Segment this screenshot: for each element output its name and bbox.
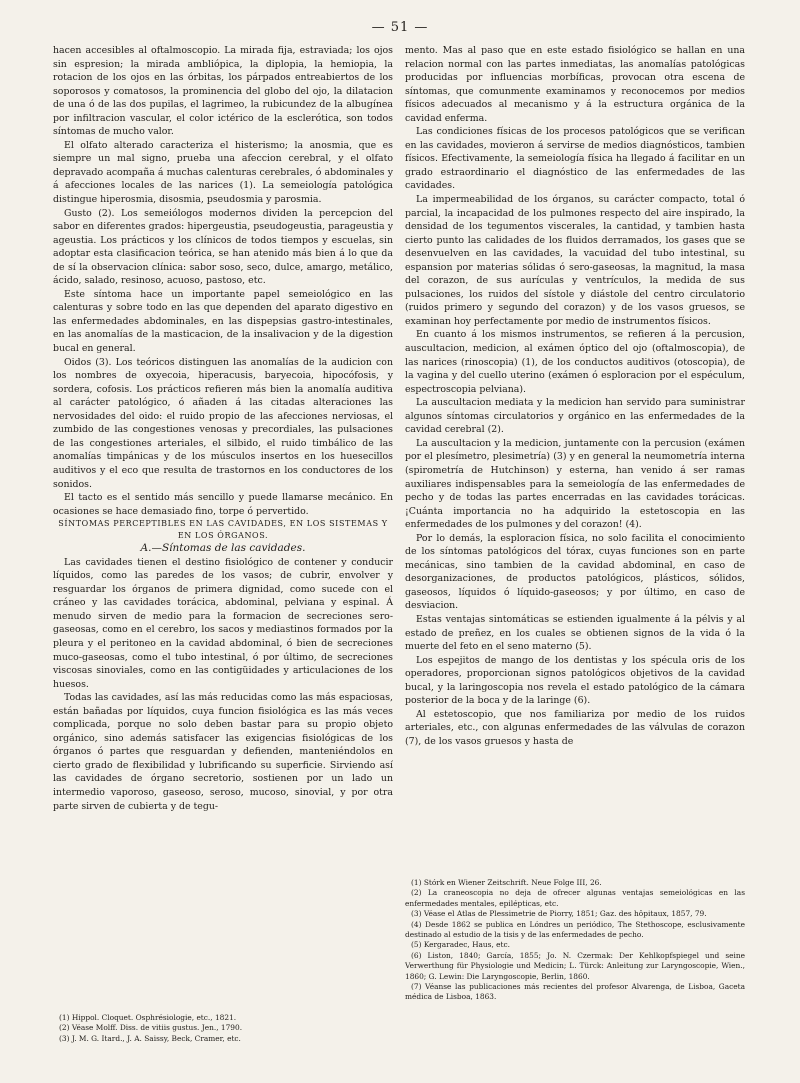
paragraph: El olfato alterado caracteriza el histerismo; la anosmia, que es siempre un mal signo, prueba una afeccion cerebral, y el olfato depravado acompaña á muchas calenturas cerebrales, ó abdominales y á afecciones locales de las narices (1). La semeiología patológica distingue hiperosmia, disosmia, pseudosmia y parosmia. [53, 139, 393, 206]
left-footnotes [53, 1013, 393, 1044]
paragraph: Este síntoma hace un importante papel semeiológico en las calenturas y sobre todo en las que dependen del aparato digestivo en las enfermedades abdominales, en las dispepsias gastro-intestinales, en las anomalías de la masticacion, de la insalivacion y de la digestion bucal en general. [53, 288, 393, 355]
footnote: (3) J. M. G. Itard., J. A. Saissy, Beck, Cramer, etc. [59, 1033, 241, 1043]
paragraph: Estas ventajas sintomáticas se estienden igualmente á la pélvis y al estado de preñez, en los cuales se obtienen signos de la vida ó la muerte del feto en el seno materno (5). [405, 613, 745, 653]
footnote: (4) Desde 1862 se publica en Lóndres un periódico, The Stethoscope, esclusivamente destinado al estudio de la tisis y de las enfermedades de pecho. [405, 919, 745, 940]
paragraph: Las condiciones físicas de los procesos patológicos que se verifican en las cavidades, movieron á servirse de medios diagnósticos, tambien físicos. Efectivamente, la semeiología física ha llegado á facilitar en un grado estraordinario el diagnóstico de las enfermedades de las cavidades. [405, 126, 745, 192]
paragraph: Las cavidades tienen el destino fisiológico de contener y conducir líquidos, como las paredes de los vasos; de cubrir, envolver y resguardar los órganos de primera dignidad, como sucede con el cráneo y las cavidades torácica, abdominal, pelviana y espinal. Á menudo sirven de medio para la formacion de secreciones sero-gaseosas, como en el cerebro, los sacos y mediastinos formados por la pleura y el peritoneo en la cavidad abdominal, ó bien de secreciones muco-gaseosas, como el tubo intestinal, ó por último, de secreciones viscosas sinoviales, como en las contigüidades y articulaciones de los huesos. [53, 556, 393, 690]
paragraph: El tacto es el sentido más sencillo y puede llamarse mecánico. En ocasiones se hace demasiado fino, torpe ó pervertido. [53, 492, 393, 517]
footnote: (1) Stórk en Wiener Zeitschrift. Neue Folge III, 26. [411, 878, 602, 887]
paragraph: hacen accesibles al oftalmoscopio. La mirada fija, estraviada; los ojos sin espresion; la mirada ambliópica, la diplopia, la hemiopia, la rotacion de los ojos en las órbitas, los párpados entreabiertos de los soporosos y comatosos, la prominencia del globo del ojo, la dilatacion de una ó de las dos pupilas, el lagrimeo, la rubicundez de la albugínea por infiltracion vascular, el color ictérico de la esclerótica, son todos síntomas de mucho valor. [53, 45, 393, 138]
right-footnotes [405, 878, 745, 1003]
footnote: (2) Véase Molff. Diss. de vitiis gustus. Jen., 1790. [59, 1023, 243, 1033]
right-column [405, 44, 745, 748]
paragraph: Gusto (2). Los semeiólogos modernos dividen la percepcion del sabor en diferentes grados: hipergeustia, pseudogeustia, parageustia y ageustia. Los prácticos y los clínicos de todos tiempos y escuelas, sin adoptar esta clasificacion teórica, se han atenido más bien á lo que da de sí la observacion clínica: sabor soso, seco, dulce, amargo, metálico, ácido, salado, resinoso, acuoso, pastoso, etc. [53, 207, 393, 287]
paragraph: Al estetoscopio, que nos familiariza por medio de los ruidos arteriales, etc., con algunas enfermedades de las válvulas de corazon (7), de los vasos gruesos y hasta de [405, 708, 745, 747]
footnote: (2) La craneoscopia no deja de ofrecer algunas ventajas semeiológicas en las enfermedades mentales, epilépticas, etc. [405, 888, 745, 908]
paragraph: La impermeabilidad de los órganos, su carácter compacto, total ó parcial, la incapacidad de los pulmones respecto del aire inspirado, la densidad de los tegumentos viscerales, la cantidad, y tambien hasta cierto punto las calidades de los fluidos derramados, los gases que se desenvuelven en las cavidades, la vacuidad del tubo intestinal, su espansion por materias sólidas ó sero-gaseosas, la magnitud, la masa del corazon, de sus aurículas y ventrículos, la medida de sus pulsaciones, los ruidos del sístole y diástole del centro circulatorio (ruidos primero y segundo del corazon) y de los vasos gruesos, se examinan hoy perfectamente por medio de instrumentos físicos. [405, 194, 745, 327]
paragraph: Oidos (3). Los teóricos distinguen las anomalías de la audicion con los nombres de oxyecoia, hiperacusis, baryecoia, hipocófosis, y sordera, cofosis. Los prácticos refieren más bien la anomalía auditiva al carácter patológico, ó añaden á las citadas alteraciones las nervosidades del oido: el ruido propio de las afecciones nerviosas, el zumbido de las congestiones venosas y precordiales, las pulsaciones de las congestiones arteriales, el silbido, el ruido timbálico de las anomalías timpánicas y de los músculos insertos en los huesecillos auditivos y el eco que resulta de trastornos en los conductores de los sonidos. [53, 356, 393, 490]
left-column [53, 44, 393, 813]
paragraph: Todas las cavidades, así las más reducidas como las más espaciosas, están bañadas por líquidos, cuya funcion fisiológica es las más veces complicada, porque no solo deben bastar para su propio objeto orgánico, sino además satisfacer las exigencias fisiológicas de los órganos ó partes que resguardan y defienden, manteniéndolos en cierto grado de flexibilidad y lubrificando su superficie. Sirviendo así las cavidades de órgano secretorio, sostienen por un lado un intermedio vaporoso, gaseoso, seroso, mucoso, sinovial, y por otra parte sirven de cubierta y de tegu- [53, 692, 393, 812]
footnote: (6) Liston, 1840; García, 1855; Jo. N. Czermak: Der Kehlkopfspiegel und seine Verwerthung für Physiologie und Medicin; L. Türck: Anleitung zur Laryngoscopie, Wien., 1860; G. Lewin: Die Laryngoscopie, Berlin, 1860. [405, 950, 745, 981]
paragraph: Los espejitos de mango de los dentistas y los spécula oris de los operadores, proporcionan signos patológicos objetivos de la cavidad bucal, y la laringoscopia nos revela el estado patológico de la cámara posterior de la boca y de la laringe (6). [405, 654, 745, 707]
footnote: (3) Véase el Atlas de Plessimetrie de Piorry, 1851; Gaz. des hôpitaux, 1857, 79. [411, 909, 707, 919]
sub-heading: A.—Síntomas de las cavidades. [140, 542, 306, 555]
page-number: — 51 — [371, 20, 429, 35]
section-heading: SÍNTOMAS PERCEPTIBLES EN LAS CAVIDADES, EN LOS SISTEMAS Y EN LOS ÓRGANOS. [58, 519, 388, 541]
footnote: (1) Hippol. Cloquet. Osphrésiologie, etc., 1821. [59, 1013, 237, 1022]
paragraph: La auscultacion mediata y la medicion han servido para suministrar algunos síntomas circulatorios y orgánico en las enfermedades de la cavidad cerebral (2). [405, 397, 745, 436]
paragraph: En cuanto á los mismos instrumentos, se refieren á la percusion, auscultacion, medicion, al exámen óptico del ojo (oftalmoscopia), de las narices (rinoscopia) (1), de los conductos auditivos (otoscopia), de la vagina y del cuello uterino (exámen ó esploracion por el espéculum, espectroscopia pelviana). [405, 329, 745, 395]
paragraph: mento. Mas al paso que en este estado fisiológico se hallan en una relacion normal con las partes inmediatas, las anomalías patológicas producidas por influencias morbíficas, provocan otra escena de síntomas, que comunmente examinamos y reconocemos por medios físicos adecuados al mecanismo y á la estructura orgánica de la cavidad enferma. [405, 45, 745, 124]
paragraph: Por lo demás, la esploracion física, no solo facilita el conocimiento de los síntomas patológicos del tórax, cuyas funciones son en parte mecánicas, sino tambien de la cavidad abdominal, en caso de desorganizaciones, de productos patológicos, plásticos, sólidos, gaseosos, líquidos ó líquido-gaseosos; y por último, en caso de desviacion. [405, 532, 745, 612]
footnote: (5) Kergaradec, Haus, etc. [411, 940, 511, 950]
paragraph: La auscultacion y la medicion, juntamente con la percusion (exámen por el plesímetro, plesimetría) (3) y en general la neumometría interna (spirometría de Hutchinson) y esterna, han venido á ser ramas auxiliares indispensables para la semeiología de las enfermedades de pecho y de todas las partes encerradas en las cavidades torácicas. ¡Cuánta importancia no ha adquirido la estetoscopia en las enfermedades de los pulmones y del corazon! (4). [405, 437, 745, 531]
footnote: (7) Véanse las publicaciones más recientes del profesor Alvarenga, de Lisboa, Gaceta médica de Lisboa, 1863. [405, 982, 745, 1002]
